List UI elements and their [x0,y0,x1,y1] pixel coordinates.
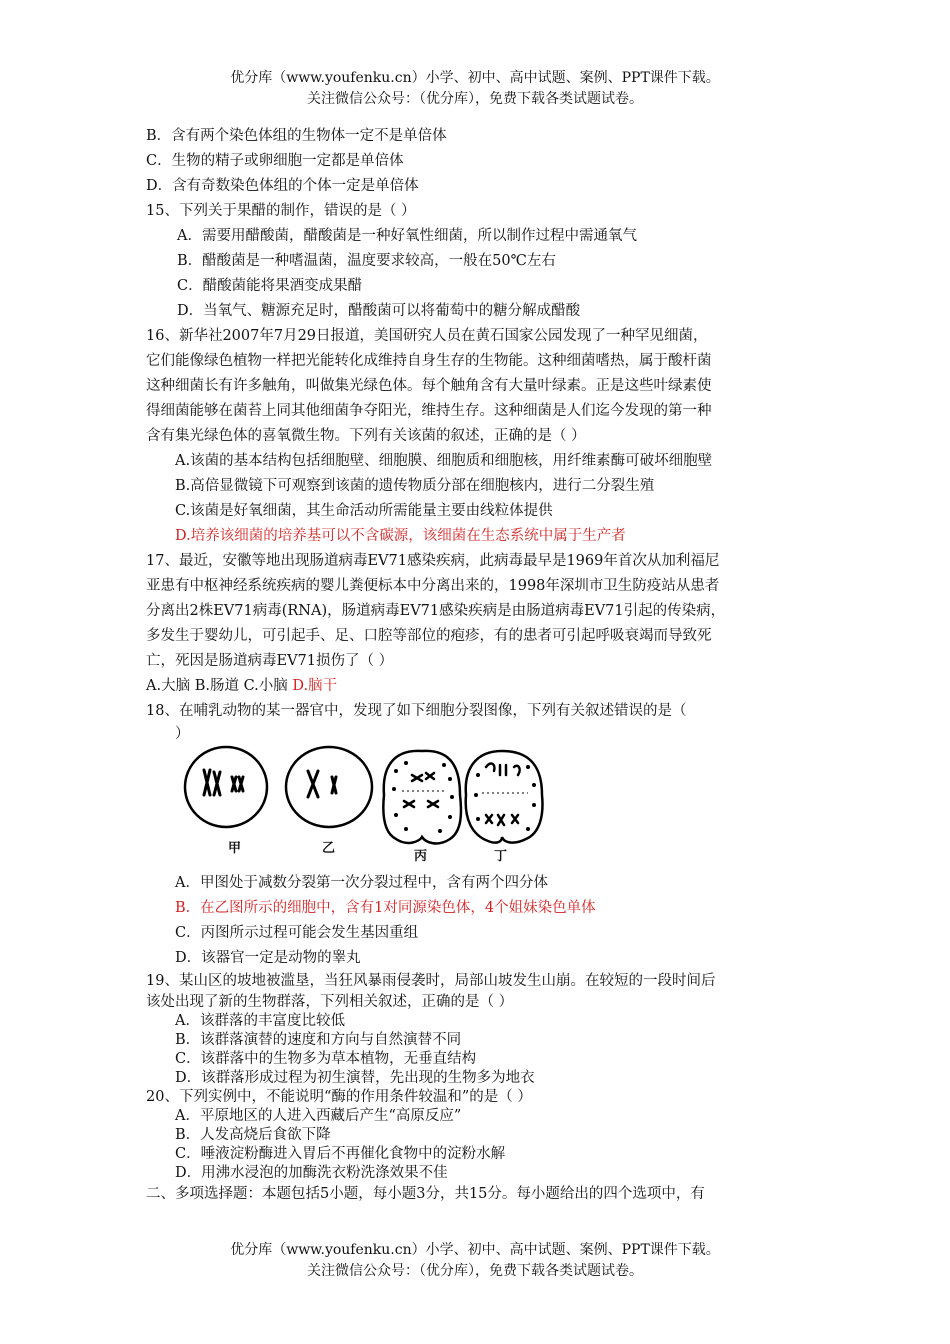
q18-stem-cont: ） [175,726,190,742]
figure-label-bing: 丙 [414,849,428,864]
header-line-1: 优分库（www.youfenku.cn）小学、初中、高中试题、案例、PPT课件下载。 [230,70,720,86]
q17-option-answer: D.脑干 [292,678,338,694]
q16-stem-line-4: 得细菌能够在菌苔上同其他细菌争夺阳光，维持生存。这种细菌是人们迄今发现的第一种 [146,403,712,419]
q20-option-a: A．平原地区的人进入西藏后产生“高原反应” [175,1108,462,1124]
cell-yi [286,747,372,827]
q15-stem: 15、下列关于果醋的制作，错误的是（ ） [146,203,416,219]
q17-options-plain: A.大脑 B.肠道 C.小脑 [146,678,288,694]
q15-option-c: C．醋酸菌能将果酒变成果醋 [177,278,363,294]
page-footer [0,1240,950,1282]
page-header [0,68,950,110]
q19-stem-line-2: 该处出现了新的生物群落，下列相关叙述，正确的是（ ） [146,994,514,1010]
q15-option-b: B．醋酸菌是一种嗜温菌，温度要求较高，一般在50℃左右 [177,253,556,269]
q16-option-b: B.高倍显微镜下可观察到该菌的遗传物质分部在细胞核内，进行二分裂生殖 [175,478,655,494]
cell-bing [383,751,461,844]
q16-stem-line-3: 这种细菌长有许多触角，叫做集光绿色体。每个触角含有大量叶绿素。正是这些叶绿素使 [146,378,712,394]
q17-stem-line-3: 分离出2株EV71病毒(RNA)，肠道病毒EV71感染疾病是由肠道病毒EV71引起的传染病， [146,603,726,619]
q20-option-b: B．人发高烧后食欲下降 [175,1127,331,1143]
q14-option-b: B．含有两个染色体组的生物体一定不是单倍体 [146,128,447,144]
q17-options [146,676,337,696]
q16-stem-line-5: 含有集光绿色体的喜氧微生物。下列有关该菌的叙述，正确的是（ ） [146,428,586,444]
q18-option-a: A．甲图处于减数分裂第一次分裂过程中，含有两个四分体 [175,875,548,891]
header-line-2: 关注微信公众号：（优分库），免费下载各类试题试卷。 [307,91,643,107]
figure-label-yi: 乙 [322,841,336,856]
q16-option-d-answer: D.培养该细菌的培养基可以不含碳源，该细菌在生态系统中属于生产者 [175,528,626,544]
figure-label-ding: 丁 [494,849,508,864]
q16-option-a: A.该菌的基本结构包括细胞壁、细胞膜、细胞质和细胞核，用纤维素酶可破坏细胞壁 [175,453,713,469]
cell-jia [185,747,267,827]
q16-option-c: C.该菌是好氧细菌，其生命活动所需能量主要由线粒体提供 [175,503,553,519]
q20-option-d: D．用沸水浸泡的加酶洗衣粉洗涤效果不佳 [175,1165,448,1181]
q18-option-d: D．该器官一定是动物的睾丸 [175,950,361,966]
q17-stem-line-1: 17、最近，安徽等地出现肠道病毒EV71感染疾病，此病毒最早是1969年首次从加利福尼 [146,553,720,569]
cell-ding [466,751,543,843]
q17-stem-line-2: 亚患有中枢神经系统疾病的婴儿粪便标本中分离出来的，1998年深圳市卫生防疫站从患者 [146,578,720,594]
q20-option-c: C．唾液淀粉酶进入胃后不再催化食物中的淀粉水解 [175,1146,506,1162]
section-2-heading: 二、多项选择题：本题包括5小题，每小题3分，共15分。每小题给出的四个选项中，有 [146,1186,705,1202]
q20-stem: 20、下列实例中，不能说明“酶的作用条件较温和”的是（ ） [146,1089,532,1105]
footer-line-2: 关注微信公众号：（优分库），免费下载各类试题试卷。 [307,1263,643,1279]
q19-option-d: D．该群落形成过程为初生演替，先出现的生物多为地衣 [175,1070,535,1086]
q14-option-d: D．含有奇数染色体组的个体一定是单倍体 [146,178,419,194]
q14-option-c: C．生物的精子或卵细胞一定都是单倍体 [146,153,404,169]
q16-stem-line-2: 它们能像绿色植物一样把光能转化成维持自身生存的生物能。这种细菌嗜热，属于酸杆菌 [146,353,712,369]
q15-option-a: A．需要用醋酸菌，醋酸菌是一种好氧性细菌，所以制作过程中需通氧气 [177,228,637,244]
figure-label-jia: 甲 [228,841,242,856]
cell-division-figure [182,745,552,865]
q18-option-c: C．丙图所示过程可能会发生基因重组 [175,925,419,941]
q19-option-c: C．该群落中的生物多为草本植物，无垂直结构 [175,1051,477,1067]
q19-option-b: B．该群落演替的速度和方向与自然演替不同 [175,1032,462,1048]
footer-line-1: 优分库（www.youfenku.cn）小学、初中、高中试题、案例、PPT课件下载。 [230,1242,720,1258]
q19-stem-line-1: 19、某山区的坡地被滥垦，当狂风暴雨侵袭时，局部山坡发生山崩。在较短的一段时间后 [146,973,716,989]
q19-option-a: A．该群落的丰富度比较低 [175,1013,345,1029]
q17-stem-line-4: 多发生于婴幼儿，可引起手、足、口腔等部位的疱疹，有的患者可引起呼吸衰竭而导致死 [146,628,712,644]
q17-stem-line-5: 亡，死因是肠道病毒EV71损伤了（ ） [146,653,394,669]
q16-stem-line-1: 16、新华社2007年7月29日报道，美国研究人员在黄石国家公园发现了一种罕见细菌， [146,328,708,344]
q18-stem: 18、在哺乳动物的某一器官中，发现了如下细胞分裂图像，下列有关叙述错误的是（ [146,703,687,719]
q15-option-d: D．当氧气、糖源充足时，醋酸菌可以将葡萄中的糖分解成醋酸 [177,303,581,319]
q18-option-b-answer: B．在乙图所示的细胞中，含有1对同源染色体，4个姐妹染色单体 [175,900,596,916]
